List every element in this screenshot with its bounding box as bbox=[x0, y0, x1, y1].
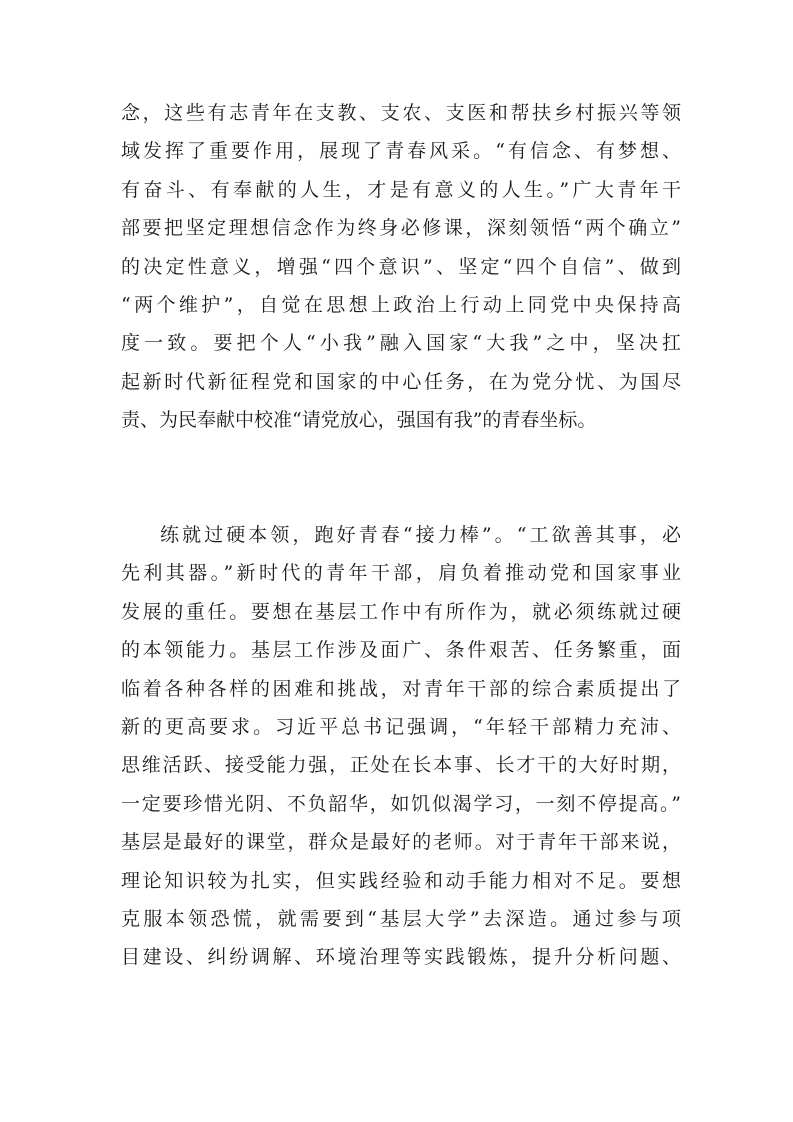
text-line: 的决定性意义，增强“四个意识”、坚定“四个自信”、做到 bbox=[121, 255, 681, 278]
text-line: 度一致。要把个人“小我”融入国家“大我”之中，坚决扛 bbox=[121, 332, 681, 355]
text-line: 练就过硬本领，跑好青春“接力棒”。“工欲善其事，必 bbox=[160, 524, 681, 546]
text-line: 基层是最好的课堂，群众是最好的老师。对于青年干部来说， bbox=[121, 831, 681, 854]
text-line: 念，这些有志青年在支教、支农、支医和帮扶乡村振兴等领 bbox=[121, 102, 681, 124]
paragraph-1 bbox=[121, 94, 681, 440]
text-line: 发展的重任。要想在基层工作中有所作为，就必须练就过硬 bbox=[121, 600, 681, 623]
text-line: 的本领能力。基层工作涉及面广、条件艰苦、任务繁重，面 bbox=[121, 639, 681, 662]
text-line: 先利其器。”新时代的青年干部，肩负着推动党和国家事业 bbox=[121, 562, 681, 585]
paragraph-2 bbox=[121, 516, 681, 977]
text-line: 新的更高要求。习近平总书记强调，“年轻干部精力充沛、 bbox=[121, 715, 681, 738]
text-line: 责、为民奉献中校准“请党放心，强国有我”的青春坐标。 bbox=[121, 409, 597, 432]
text-line: 目建设、纠纷调解、环境治理等实践锻炼，提升分析问题、 bbox=[121, 946, 681, 969]
text-line: 有奋斗、有奉献的人生，才是有意义的人生。”广大青年干 bbox=[121, 178, 681, 201]
text-line: 一定要珍惜光阴、不负韶华，如饥似渴学习，一刻不停提高。” bbox=[121, 792, 681, 815]
text-line: 域发挥了重要作用，展现了青春风采。“有信念、有梦想、 bbox=[121, 140, 681, 163]
text-line: 起新时代新征程党和国家的中心任务，在为党分忧、为国尽 bbox=[121, 370, 681, 393]
text-line: “两个维护”，自觉在思想上政治上行动上同党中央保持高 bbox=[121, 293, 681, 316]
text-line: 理论知识较为扎实，但实践经验和动手能力相对不足。要想 bbox=[121, 869, 681, 892]
text-line: 临着各种各样的困难和挑战，对青年干部的综合素质提出了 bbox=[121, 677, 681, 700]
text-line: 克服本领恐慌，就需要到“基层大学”去深造。通过参与项 bbox=[121, 907, 681, 930]
text-line: 思维活跃、接受能力强，正处在长本事、长才干的大好时期， bbox=[121, 754, 681, 777]
text-line: 部要把坚定理想信念作为终身必修课，深刻领悟“两个确立” bbox=[121, 217, 681, 240]
